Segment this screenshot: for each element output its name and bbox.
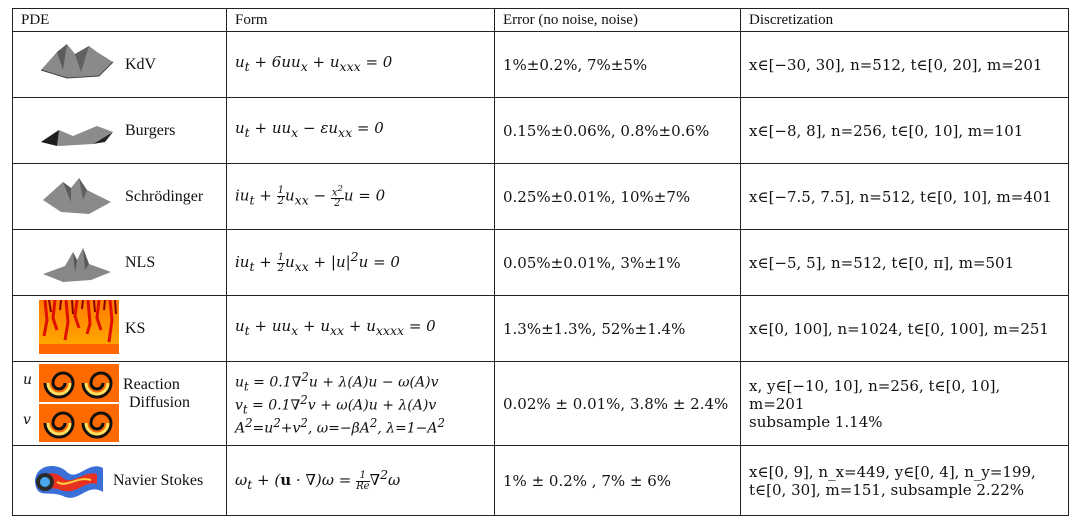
pde-name: KS <box>125 319 146 337</box>
table-row <box>13 230 1069 296</box>
error-cell: 1%±0.2%, 7%±5% <box>495 32 741 98</box>
v-label: v <box>23 412 31 428</box>
error-cell: 1.3%±1.3%, 52%±1.4% <box>495 296 741 362</box>
pde-cell-ks <box>13 296 227 362</box>
form-cell: $u_t + 6uu_x + u_{xxx} = 0$ <box>227 32 495 98</box>
pde-name: Burgers <box>125 121 176 139</box>
table-row <box>13 164 1069 230</box>
table-row <box>13 446 1069 516</box>
discretization-line: x∈[0, 9], n_x=449, y∈[0, 4], n_y=199, <box>749 462 1036 481</box>
discretization-line: subsample 1.14% <box>749 412 883 431</box>
ks-heatmap-icon <box>39 300 119 354</box>
table-row <box>13 98 1069 164</box>
pde-cell-navier-stokes <box>13 446 227 516</box>
table-row <box>13 362 1069 446</box>
pde-results-table-wrapper <box>12 8 1068 516</box>
pde-cell-kdv <box>13 32 227 98</box>
nls-surface-icon <box>37 244 117 284</box>
pde-cell-schrodinger <box>13 164 227 230</box>
form-cell: $\omega_t + (u \cdot \nabla)\omega$ = $\frac{1}{Re}$ ∇$^2$ω <box>227 446 495 516</box>
error-cell: 0.02% ± 0.01%, 3.8% ± 2.4% <box>495 362 741 446</box>
pde-cell-burgers <box>13 98 227 164</box>
discretization-cell: x∈[0, 100], n=1024, t∈[0, 100], m=251 <box>741 296 1069 362</box>
form-cell: $iu_t$ + $\frac{1}{2}$ $u_{xx} + |u|^2u = 0$ <box>227 230 495 296</box>
pde-name: NLS <box>125 253 156 271</box>
error-cell: 0.05%±0.01%, 3%±1% <box>495 230 741 296</box>
form-cell: $u_t = 0.1\nabla^2u + \lambda(A)u - \omega(A)v$ $v_t = 0.1\nabla^2v + \omega(A)u + \lambda(A)v$ $A^2=u^2+v^2$, $\omega=-\beta A^2$, $\lambda=1-A^2$ <box>227 362 495 446</box>
table-row <box>13 296 1069 362</box>
schrodinger-surface-icon <box>37 172 117 218</box>
pde-results-table <box>12 8 1069 516</box>
pde-cell-reaction-diffusion <box>13 362 227 446</box>
pde-name: Reaction <box>123 376 180 393</box>
u-label: u <box>23 372 33 388</box>
burgers-surface-icon <box>37 112 117 152</box>
table-row <box>13 32 1069 98</box>
pde-name: Schrödinger <box>125 187 204 205</box>
error-cell: 1% ± 0.2% , 7% ± 6% <box>495 446 741 516</box>
pde-name-line2: Diffusion <box>129 394 191 411</box>
error-cell: 0.25%±0.01%, 10%±7% <box>495 164 741 230</box>
header-discretization: Discretization <box>741 9 1069 32</box>
header-row <box>13 9 1069 32</box>
header-form: Form <box>227 9 495 32</box>
discretization-cell <box>741 362 1069 446</box>
pde-name: Navier Stokes <box>113 471 204 489</box>
form-cell: $iu_t$ + $\frac{1}{2}$ $u_{xx}$ − $\frac{x^2}{2}$ u = 0 <box>227 164 495 230</box>
u-spiral-icon <box>39 364 119 402</box>
pde-name: KdV <box>125 55 157 73</box>
discretization-cell: x∈[−30, 30], n=512, t∈[0, 20], m=201 <box>741 32 1069 98</box>
header-error: Error (no noise, noise) <box>495 9 741 32</box>
discretization-cell <box>741 446 1069 516</box>
kdv-surface-icon <box>37 40 117 80</box>
form-cell: $u_t + uu_x - \varepsilon u_{xx} = 0$ <box>227 98 495 164</box>
discretization-line: x, y∈[−10, 10], n=256, t∈[0, 10], m=201 <box>749 376 1001 413</box>
v-spiral-icon <box>39 404 119 442</box>
discretization-line: t∈[0, 30], m=151, subsample 2.22% <box>749 480 1025 499</box>
discretization-cell: x∈[−5, 5], n=512, t∈[0, π], m=501 <box>741 230 1069 296</box>
discretization-cell: x∈[−8, 8], n=256, t∈[0, 10], m=101 <box>741 98 1069 164</box>
form-cell: $u_t + uu_x + u_{xx} + u_{xxxx} = 0$ <box>227 296 495 362</box>
pde-cell-nls <box>13 230 227 296</box>
header-pde: PDE <box>13 9 227 32</box>
discretization-cell: x∈[−7.5, 7.5], n=512, t∈[0, 10], m=401 <box>741 164 1069 230</box>
navier-stokes-vorticity-icon <box>27 452 107 508</box>
error-cell: 0.15%±0.06%, 0.8%±0.6% <box>495 98 741 164</box>
